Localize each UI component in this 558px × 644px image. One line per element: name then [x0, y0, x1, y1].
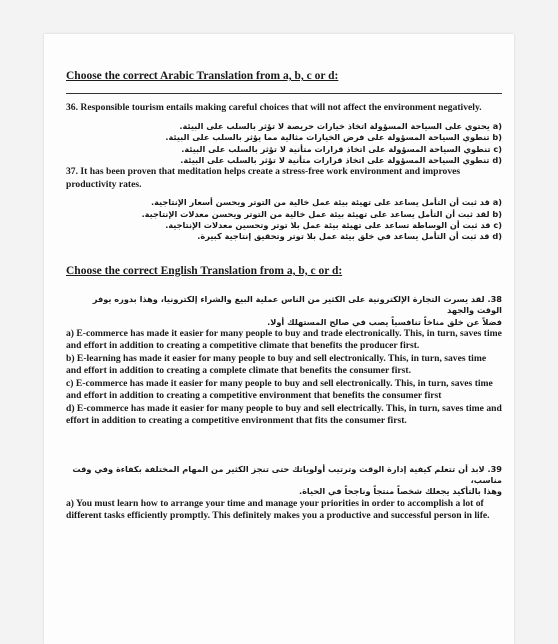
question-39-option-a: a) You must learn how to arrange your time and manage your priorities in order to accomplish a lot of different tasks efficiently promptly. This definitely makes you a productive and successful person in life. — [66, 497, 490, 521]
section-heading-english-translation: Choose the correct English Translation from a, b, c or d: — [66, 264, 343, 277]
question-38-option-d: d) E-commerce has made it easier for many people to buy and sell electrically. This, in turn, saves time and effort in addition to creating a competitive environment that fits the consumer first. — [66, 402, 502, 427]
question-37-prompt: 37. It has been proven that meditation helps create a stress-free work environment and improves productivity rates. — [66, 166, 461, 190]
question-38-prompt-line-1: 38. لقد يسرت التجارة الإلكترونية على الكثير من الناس عملية البيع والشراء إلكترونيا، وهذا بدوره يوفر الوقت والجهد — [92, 293, 502, 316]
question-36-option-b: (b تنطوي السياحة المسؤولة على فرض الخيارات مثالية مما يؤثر بالسلب على البيئة. — [165, 132, 502, 143]
question-39-prompt-line-2: وهذا بالتأكيد يجعلك شخصاً منتجاً وناجحاً في الحياة. — [298, 486, 502, 497]
question-36-option-d: (d تنطوي السياحة المسؤولة على اتخاذ قرارات متأنية لا تؤثر بالسلب على البيئة. — [180, 154, 502, 165]
question-36-prompt: 36. Responsible tourism entails making careful choices that will not affect the environment negatively. — [66, 102, 482, 114]
question-38-prompt-line-2: فضلاً عن خلق مناخاً تنافسياً يصب في صالح المستهلك أولا. — [267, 316, 502, 327]
question-38-option-b: b) E-learning has made it easier for many people to buy and sell electronically. This, in turn, saves time and effort in addition to creating a complete climate that benefits the consumer first. — [66, 352, 487, 377]
question-36-option-a: (a يحتوي على السياحة المسؤولة اتخاذ خيارات حريصة لا تؤثر بالسلب على البيئة. — [179, 120, 502, 131]
question-39-prompt-line-1: 39. لابد أن تتعلم كيفية إدارة الوقت وترتيب أولوياتك حتى تنجز الكثير من المهام المختلفة بكفاءة وفي وقت مناسب، — [72, 463, 502, 485]
question-36-option-c: (c تنطوي السياحة المسؤولة على اتخاذ قرارات متأنية لا تؤثر بالسلب على البيئة. — [181, 143, 502, 154]
question-37-option-c: (c قد ثبت أن الوساطة تساعد على تهيئة بيئة عمل بلا توتر وتحسين معدلات الإنتاجية. — [165, 220, 502, 231]
worksheet-page — [44, 34, 514, 644]
question-38-option-a: a) E-commerce has made it easier for many people to buy and trade electronically. This, in turn, saves time and effort in addition to creating a competitive climate that benefits the producer first. — [66, 327, 502, 352]
question-37-option-b: (b لقد ثبت أن التأمل يساعد على تهيئة بيئة عمل خالية من التوتر ويحسن معدلات الإنتاجية. — [141, 208, 502, 219]
worksheet-content — [66, 70, 502, 522]
section-heading-arabic-translation: Choose the correct Arabic Translation from a, b, c or d: — [66, 70, 339, 82]
section-divider — [66, 93, 502, 94]
question-37-option-d: (d قد ثبت أن التأمل يساعد في خلق بيئة عمل بلا توتر وتحقيق إنتاجية كبيرة. — [197, 231, 502, 242]
question-38-option-c: c) E-commerce has made it easier for many people to buy and sell electronically. This, in turn, saves time and effort in addition to creating a competitive environment that benefits the consumer first — [66, 377, 493, 402]
question-37-option-a: (a قد ثبت أن التأمل يساعد على تهيئة بيئة عمل خالية من التوتر ويحسن أسعار الإنتاجية. — [150, 197, 502, 208]
